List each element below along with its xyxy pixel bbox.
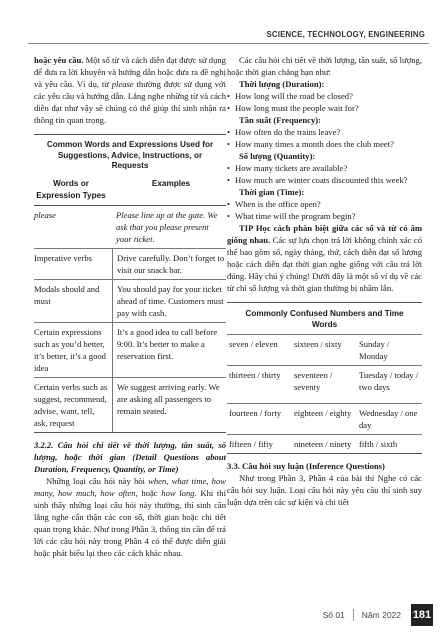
- table-row: [227, 334, 422, 365]
- table-row: [227, 403, 422, 434]
- list-item: • How long must the people wait for?: [227, 102, 422, 114]
- table-cell: nineteen / ninety: [293, 439, 352, 449]
- words-cell: please: [34, 209, 56, 220]
- list-item: • What time will the program begin?: [227, 210, 422, 222]
- words-cell: Certain expressions such as you’d better, it’s better, it’s a good idea: [34, 326, 106, 373]
- examples-cell: You should pay for your ticket ahead of time. Customers must pay with cash.: [112, 280, 226, 322]
- time-heading: Thời gian (Time):: [239, 187, 305, 197]
- examples-cell: It’s a good idea to call before 9:00. It’s better to make a reservation first.: [112, 323, 226, 377]
- table-cell: fifteen / fifty: [229, 439, 273, 449]
- table-row: [34, 205, 226, 248]
- intro-text-a: Một số từ và cách diễn đạt được sử dụng để đưa ra lời khuyên và hướng dẫn hoặc đưa ra đề nghị và yêu cầu. Ví dụ, từ: [34, 55, 226, 89]
- right-intro: Các câu hỏi chi tiết về thời lượng, tần suất, số lượng, hoặc thời gian chẳng hạn như:: [227, 55, 422, 77]
- issue-number: Số 01: [322, 610, 345, 620]
- table-cell: eighteen / eighty: [293, 408, 352, 418]
- section-text-italic-2: how long: [161, 487, 195, 498]
- right-column: [227, 54, 422, 508]
- time-list: [227, 198, 422, 222]
- tip-paragraph: [227, 222, 422, 294]
- words-cell: Imperative verbs: [34, 252, 92, 263]
- list-item: • How often do the trains leave?: [227, 126, 422, 138]
- duration-heading: Thời lượng (Duration):: [239, 79, 325, 89]
- table-cell: fifth / sixth: [358, 439, 398, 449]
- section-3-3-text: Như trong Phần 3, Phần 4 của bài thi Nghe có các câu hỏi suy luận. Loại câu hỏi này yêu cầu thí sinh suy luận dựa trên các sự kiện và chi tiết: [227, 473, 422, 507]
- tip-bold: TIP Học cách phân biệt giữa các số và từ có âm giống nhau.: [227, 223, 422, 245]
- header-divider: [28, 43, 429, 44]
- table-cell: Sunday / Monday: [358, 339, 390, 361]
- table-row: [227, 434, 422, 453]
- table-row: [227, 365, 422, 403]
- table-cell: seven / eleven: [229, 339, 278, 349]
- table-row: [34, 279, 226, 322]
- intro-paragraph: [34, 54, 226, 126]
- section-heading-3-2-2: 3.2.2. Câu hỏi chi tiết về thời lượng, tần suất, số lượng, hoặc thời gian (Detail Questions about Duration, Frequency, Quantity, or Time): [34, 439, 226, 474]
- quantity-list: [227, 162, 422, 186]
- footer-divider: [353, 609, 354, 621]
- expressions-table-caption: Common Words and Expressions Used for Suggestions, Advice, Instructions, or Requests: [46, 140, 214, 170]
- page-footer: [323, 604, 433, 626]
- section-text-c: . Khi thí sinh thấy những loại câu hỏi này thường, thí sinh cần lắng nghe cẩn thận các con số, thời gian hoặc chi tiết quan trọng khác. Như trong Phần 3, thông tin cần để trả lời các câu hỏi này trong Phần 4 có thể được diễn giải hoặc phát biểu lại theo các cách khác nhau.: [34, 487, 226, 558]
- frequency-list: [227, 126, 422, 150]
- intro-please: please: [111, 79, 134, 89]
- section-text-a: Những loại câu hỏi này hỏi: [46, 475, 149, 486]
- examples-cell: We suggest arriving early. We are asking all passengers to remain seated.: [112, 378, 226, 432]
- left-column: [34, 54, 226, 559]
- duration-list: [227, 90, 422, 114]
- journal-section-title: SCIENCE, TECHNOLOGY, ENGINEERING: [266, 30, 425, 39]
- section-paragraph: [34, 475, 226, 559]
- section-text-italic: when, what time, how many, how much, how often: [34, 475, 227, 498]
- list-item: • How much are winter coats discounted this week?: [227, 174, 422, 186]
- words-cell: Modals should and must: [34, 283, 100, 306]
- quantity-heading: Số lượng (Quantity):: [239, 151, 316, 161]
- list-item: • How many tickets are available?: [227, 162, 422, 174]
- intro-bold-text: hoặc yêu cầu.: [34, 55, 84, 65]
- frequency-heading: Tần suất (Frequency):: [239, 115, 321, 125]
- section-text-b: , hoặc: [135, 487, 162, 498]
- table-row: [34, 377, 226, 432]
- examples-cell: Drive carefully. Don’t forget to visit our snack bar.: [112, 249, 226, 279]
- section-heading-3-3: 3.3. Câu hỏi suy luận (Inference Questions): [227, 461, 385, 471]
- words-cell: Certain verbs such as suggest, recommend, advise, want, tell, ask, request: [34, 381, 108, 428]
- list-item: • When is the office open?: [227, 198, 422, 210]
- list-item: • How long will the road be closed?: [227, 90, 422, 102]
- list-item: • How many times a month does the club meet?: [227, 138, 422, 150]
- examples-cell: Please line up at the gate. We ask that you please present your ticket.: [116, 209, 218, 244]
- table-cell: thirteen / thirty: [229, 370, 281, 380]
- tip-text: Các sự lựa chọn trả lời không chính xác có thể bao gồm số, ngày tháng, thứ, cách diễn đạt số lượng hoặc cách diễn đạt thời gian nghe giống với câu trả lời đúng. Hãy chú ý chúng! Dưới đây là một số ví dụ về các từ chỉ số lượng và thời gian thường bị nhầm lẫn.: [227, 235, 422, 293]
- page-number: 181: [411, 604, 433, 626]
- header-examples: Examples: [151, 178, 191, 188]
- header-words: Words or Expression Types: [36, 178, 106, 200]
- table-cell: sixteen / sixty: [293, 339, 342, 349]
- confused-words-table: [227, 302, 422, 454]
- intro-text-b: thường được sử dụng với các yêu cầu và hướng dẫn. Lắng nghe những từ và cách diễn đạt như vậy sẽ chúng có thể giúp thí sinh nhận ra thông tin quan trọng.: [34, 79, 226, 125]
- issue-year: Năm 2022: [361, 610, 401, 620]
- table-cell: fourteen / forty: [229, 408, 282, 418]
- expressions-table: [34, 134, 226, 433]
- table-row: [34, 322, 226, 377]
- confused-words-caption: Commonly Confused Numbers and Time Words: [245, 309, 404, 329]
- table-cell: seventeen / seventy: [293, 370, 333, 392]
- table-row: [34, 248, 226, 279]
- expressions-table-header: [34, 175, 226, 205]
- table-cell: Wednesday / one day: [358, 408, 418, 430]
- table-cell: Tuesday / today / two days: [358, 370, 419, 392]
